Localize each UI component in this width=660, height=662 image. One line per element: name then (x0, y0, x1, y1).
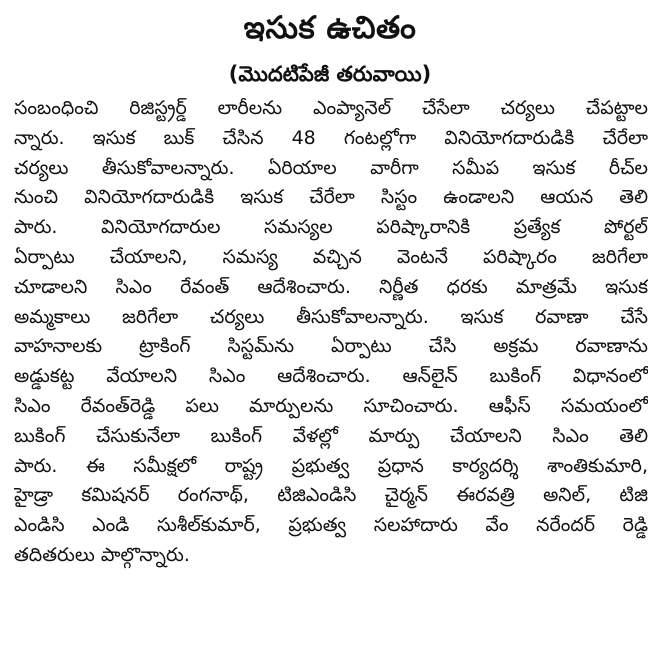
body-line: నుంచి వినియోగదారుడికి ఇసుక చేరేలా సిస్టం ఉండాలని ఆయన తెలి (14, 186, 648, 209)
body-line: ఏర్పాటు చేయాలని, సమస్య వచ్చిన వెంటనే పరిష్కారం జరిగేలా (14, 245, 648, 268)
continuation-label: (మొదటిపేజీ తరువాయి) (228, 62, 432, 86)
body-line: తదితరులు పాల్గొన్నారు. (14, 543, 190, 566)
article-body (8, 94, 652, 571)
body-line: న్నారు. ఇసుక బుక్ చేసిన 48 గంటల్లోగా వినియోగదారుడికి చేరేలా (14, 126, 648, 149)
body-line: అడ్డుకట్ట వేయాలని సిఎం ఆదేశించారు. ఆన్‌లైన్ బుకింగ్ విధానంలో (14, 365, 648, 388)
body-line: బుకింగ్ చేసుకునేలా బుకింగ్ వేళల్లో మార్పు చేయాలని సిఎం తెలి (14, 424, 648, 447)
body-line: సంబంధించి రిజిస్ట్రర్డ్ లారీలను ఎంప్యానెల్ చేసేలా చర్యలు చేపట్టాల (14, 97, 648, 119)
body-line: హైడ్రా కమిషనర్ రంగనాథ్, టిజిఎండిసి చైర్మన్ ఈరవత్రి అనిల్, టిజి (14, 484, 648, 507)
body-line: సిఎం రేవంత్‌రెడ్డి పలు మార్పులను సూచించారు. ఆఫీస్ సమయంలో (14, 394, 648, 417)
body-line: చర్యలు తీసుకోవాలన్నారు. ఏరియాల వారీగా సమీప ఇసుక రీచ్‌ల (14, 156, 648, 179)
body-line: పారు. వినియోగదారుల సమస్యల పరిష్కారానికి ప్రత్యేక పోర్టల్ (14, 216, 648, 239)
headline: ఇసుక ఉచితం (243, 10, 417, 46)
body-line: వాహనాలకు ట్రాకింగ్ సిస్టమ్‌ను ఏర్పాటు చేసి అక్రమ రవాణాను (14, 335, 648, 358)
body-line: ఎండిసి ఎండి సుశీల్‌కుమార్, ప్రభుత్వ సలహాదారు వేం నరేందర్ రెడ్డి (14, 514, 648, 537)
body-line: చూడాలని సిఎం రేవంత్ ఆదేశించారు. నిర్ణీత ధరకు మాత్రమే ఇసుక (14, 275, 648, 298)
body-line: అమ్మకాలు జరిగేలా చర్యలు తీసుకోవాలన్నారు. ఇసుక రవాణా చేసే (14, 305, 648, 328)
news-clipping (8, 6, 652, 656)
body-line: పారు. ఈ సమీక్షలో రాష్ట్ర ప్రభుత్వ ప్రధాన కార్యదర్శి శాంతికుమారి, (14, 454, 648, 477)
